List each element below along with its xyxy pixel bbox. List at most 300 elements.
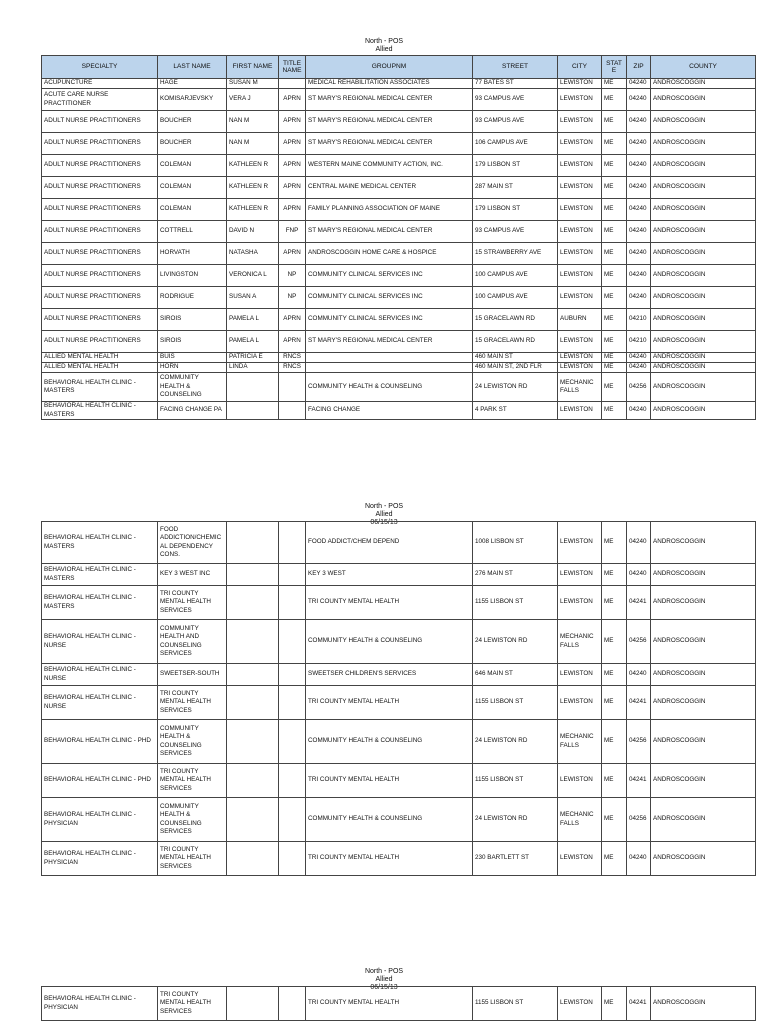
- street-cell: 230 BARTLETT ST: [473, 842, 558, 876]
- table-row: [42, 79, 756, 89]
- specialty-cell: BEHAVIORAL HEALTH CLINIC - MASTERS: [42, 564, 158, 586]
- state-cell: ME: [602, 199, 627, 221]
- county-cell: ANDROSCOGGIN: [651, 842, 756, 876]
- title-cell: APRN: [279, 199, 306, 221]
- street-cell: 460 MAIN ST, 2ND FLR: [473, 363, 558, 373]
- zip-cell: 04240: [627, 287, 651, 309]
- table-row: [42, 620, 756, 664]
- city-cell: LEWISTON: [558, 79, 602, 89]
- city-cell: LEWISTON: [558, 842, 602, 876]
- group-cell: COMMUNITY CLINICAL SERVICES INC: [306, 287, 473, 309]
- group-cell: MEDICAL REHABILITATION ASSOCIATES: [306, 79, 473, 89]
- table-row: [42, 987, 756, 1021]
- first-name-cell: NAN M: [227, 133, 279, 155]
- table-row: [42, 287, 756, 309]
- county-cell: ANDROSCOGGIN: [651, 798, 756, 842]
- specialty-cell: ADULT NURSE PRACTITIONERS: [42, 111, 158, 133]
- city-cell: LEWISTON: [558, 586, 602, 620]
- city-cell: LEWISTON: [558, 89, 602, 111]
- page-subtitle: Allied: [375, 976, 393, 983]
- group-cell: ST MARY'S REGIONAL MEDICAL CENTER: [306, 89, 473, 111]
- city-cell: LEWISTON: [558, 564, 602, 586]
- city-cell: LEWISTON: [558, 686, 602, 720]
- county-cell: ANDROSCOGGIN: [651, 111, 756, 133]
- title-cell: [279, 798, 306, 842]
- zip-cell: 04240: [627, 402, 651, 420]
- col-header: CITY: [558, 56, 602, 79]
- table-row: [42, 111, 756, 133]
- specialty-cell: ADULT NURSE PRACTITIONERS: [42, 265, 158, 287]
- city-cell: LEWISTON: [558, 987, 602, 1021]
- page-title: North - POS: [364, 38, 404, 45]
- title-cell: [279, 987, 306, 1021]
- state-cell: ME: [602, 564, 627, 586]
- city-cell: MECHANIC FALLS: [558, 620, 602, 664]
- first-name-cell: [227, 586, 279, 620]
- state-cell: ME: [602, 243, 627, 265]
- specialty-cell: ADULT NURSE PRACTITIONERS: [42, 133, 158, 155]
- state-cell: ME: [602, 842, 627, 876]
- specialty-cell: BEHAVIORAL HEALTH CLINIC - NURSE: [42, 664, 158, 686]
- state-cell: ME: [602, 720, 627, 764]
- zip-cell: 04256: [627, 620, 651, 664]
- group-cell: FAMILY PLANNING ASSOCIATION OF MAINE: [306, 199, 473, 221]
- zip-cell: 04241: [627, 764, 651, 798]
- group-cell: COMMUNITY CLINICAL SERVICES INC: [306, 265, 473, 287]
- group-cell: ST MARY'S REGIONAL MEDICAL CENTER: [306, 133, 473, 155]
- table-row: [42, 265, 756, 287]
- group-cell: CENTRAL MAINE MEDICAL CENTER: [306, 177, 473, 199]
- group-cell: ST MARY'S REGIONAL MEDICAL CENTER: [306, 111, 473, 133]
- specialty-cell: BEHAVIORAL HEALTH CLINIC - PHYSICIAN: [42, 798, 158, 842]
- street-cell: 93 CAMPUS AVE: [473, 111, 558, 133]
- city-cell: LEWISTON: [558, 221, 602, 243]
- specialty-cell: BEHAVIORAL HEALTH CLINIC - NURSE: [42, 620, 158, 664]
- specialty-cell: ACUTE CARE NURSE PRACTITIONER: [42, 89, 158, 111]
- county-cell: ANDROSCOGGIN: [651, 331, 756, 353]
- county-cell: ANDROSCOGGIN: [651, 265, 756, 287]
- first-name-cell: SUSAN M: [227, 79, 279, 89]
- col-header: SPECIALTY: [42, 56, 158, 79]
- street-cell: 1155 LISBON ST: [473, 764, 558, 798]
- group-cell: SWEETSER CHILDREN'S SERVICES: [306, 664, 473, 686]
- county-cell: ANDROSCOGGIN: [651, 363, 756, 373]
- street-cell: 646 MAIN ST: [473, 664, 558, 686]
- title-cell: [279, 720, 306, 764]
- first-name-cell: KATHLEEN R: [227, 155, 279, 177]
- state-cell: ME: [602, 221, 627, 243]
- group-cell: ANDROSCOGGIN HOME CARE & HOSPICE: [306, 243, 473, 265]
- last-name-cell: KOMISARJEVSKY: [158, 89, 227, 111]
- table-row: [42, 309, 756, 331]
- specialty-cell: BEHAVIORAL HEALTH CLINIC - PHYSICIAN: [42, 842, 158, 876]
- title-cell: APRN: [279, 89, 306, 111]
- state-cell: ME: [602, 798, 627, 842]
- street-cell: 24 LEWISTON RD: [473, 373, 558, 402]
- last-name-cell: TRI COUNTY MENTAL HEALTH SERVICES: [158, 686, 227, 720]
- last-name-cell: FOOD ADDICTION/CHEMICAL DEPENDENCY CONS.: [158, 522, 227, 564]
- first-name-cell: [227, 686, 279, 720]
- group-cell: KEY 3 WEST: [306, 564, 473, 586]
- county-cell: ANDROSCOGGIN: [651, 564, 756, 586]
- city-cell: LEWISTON: [558, 402, 602, 420]
- first-name-cell: [227, 564, 279, 586]
- title-cell: [279, 764, 306, 798]
- title-cell: [279, 664, 306, 686]
- state-cell: ME: [602, 764, 627, 798]
- zip-cell: 04240: [627, 243, 651, 265]
- group-cell: TRI COUNTY MENTAL HEALTH: [306, 987, 473, 1021]
- last-name-cell: FACING CHANGE PA: [158, 402, 227, 420]
- specialty-cell: BEHAVIORAL HEALTH CLINIC - PHYSICIAN: [42, 987, 158, 1021]
- zip-cell: 04240: [627, 564, 651, 586]
- zip-cell: 04240: [627, 199, 651, 221]
- table-row: [42, 363, 756, 373]
- group-cell: TRI COUNTY MENTAL HEALTH: [306, 764, 473, 798]
- table-row: [42, 89, 756, 111]
- title-cell: RNCS: [279, 353, 306, 363]
- city-cell: LEWISTON: [558, 331, 602, 353]
- county-cell: ANDROSCOGGIN: [651, 243, 756, 265]
- first-name-cell: KATHLEEN R: [227, 199, 279, 221]
- state-cell: ME: [602, 177, 627, 199]
- table-row: [42, 243, 756, 265]
- city-cell: LEWISTON: [558, 664, 602, 686]
- specialty-cell: ADULT NURSE PRACTITIONERS: [42, 199, 158, 221]
- state-cell: ME: [602, 620, 627, 664]
- title-cell: [279, 620, 306, 664]
- zip-cell: 04240: [627, 155, 651, 177]
- title-cell: APRN: [279, 309, 306, 331]
- table-row: [42, 664, 756, 686]
- col-header: STREET: [473, 56, 558, 79]
- county-cell: ANDROSCOGGIN: [651, 155, 756, 177]
- title-cell: FNP: [279, 221, 306, 243]
- last-name-cell: SIROIS: [158, 309, 227, 331]
- zip-cell: 04241: [627, 987, 651, 1021]
- table-row: [42, 798, 756, 842]
- first-name-cell: VERA J: [227, 89, 279, 111]
- first-name-cell: [227, 764, 279, 798]
- col-header: FIRST NAME: [227, 56, 279, 79]
- city-cell: MECHANIC FALLS: [558, 373, 602, 402]
- city-cell: LEWISTON: [558, 363, 602, 373]
- street-cell: 179 LISBON ST: [473, 199, 558, 221]
- county-cell: ANDROSCOGGIN: [651, 89, 756, 111]
- zip-cell: 04241: [627, 586, 651, 620]
- first-name-cell: [227, 720, 279, 764]
- group-cell: TRI COUNTY MENTAL HEALTH: [306, 686, 473, 720]
- title-cell: [279, 564, 306, 586]
- street-cell: 77 BATES ST: [473, 79, 558, 89]
- group-cell: TRI COUNTY MENTAL HEALTH: [306, 842, 473, 876]
- county-cell: ANDROSCOGGIN: [651, 177, 756, 199]
- last-name-cell: BOUCHER: [158, 111, 227, 133]
- state-cell: ME: [602, 402, 627, 420]
- group-cell: COMMUNITY HEALTH & COUNSELING: [306, 798, 473, 842]
- specialty-cell: BEHAVIORAL HEALTH CLINIC - PHD: [42, 720, 158, 764]
- title-cell: [279, 522, 306, 564]
- zip-cell: 04210: [627, 309, 651, 331]
- col-header: GROUPNM: [306, 56, 473, 79]
- table-row: [42, 842, 756, 876]
- title-cell: APRN: [279, 133, 306, 155]
- title-cell: [279, 79, 306, 89]
- page-subtitle: Allied: [375, 511, 393, 518]
- city-cell: MECHANIC FALLS: [558, 798, 602, 842]
- state-cell: ME: [602, 353, 627, 363]
- county-cell: ANDROSCOGGIN: [651, 987, 756, 1021]
- table-row: [42, 564, 756, 586]
- street-cell: 276 MAIN ST: [473, 564, 558, 586]
- state-cell: ME: [602, 89, 627, 111]
- table-row: [42, 522, 756, 564]
- last-name-cell: COLEMAN: [158, 177, 227, 199]
- state-cell: ME: [602, 522, 627, 564]
- street-cell: 1155 LISBON ST: [473, 987, 558, 1021]
- street-cell: 15 STRAWBERRY AVE: [473, 243, 558, 265]
- group-cell: WESTERN MAINE COMMUNITY ACTION, INC.: [306, 155, 473, 177]
- group-cell: [306, 353, 473, 363]
- col-header: TITLE NAME: [279, 56, 306, 79]
- group-cell: COMMUNITY HEALTH & COUNSELING: [306, 373, 473, 402]
- state-cell: ME: [602, 586, 627, 620]
- last-name-cell: COLEMAN: [158, 155, 227, 177]
- first-name-cell: NATASHA: [227, 243, 279, 265]
- street-cell: 287 MAIN ST: [473, 177, 558, 199]
- county-cell: ANDROSCOGGIN: [651, 373, 756, 402]
- county-cell: ANDROSCOGGIN: [651, 586, 756, 620]
- street-cell: 100 CAMPUS AVE: [473, 287, 558, 309]
- title-cell: NP: [279, 265, 306, 287]
- city-cell: AUBURN: [558, 309, 602, 331]
- table-row: [42, 133, 756, 155]
- county-cell: ANDROSCOGGIN: [651, 664, 756, 686]
- county-cell: ANDROSCOGGIN: [651, 133, 756, 155]
- table-row: [42, 199, 756, 221]
- first-name-cell: [227, 402, 279, 420]
- first-name-cell: [227, 798, 279, 842]
- city-cell: LEWISTON: [558, 243, 602, 265]
- page-subtitle: Allied: [375, 46, 393, 53]
- last-name-cell: TRI COUNTY MENTAL HEALTH SERVICES: [158, 764, 227, 798]
- title-cell: APRN: [279, 155, 306, 177]
- title-cell: APRN: [279, 243, 306, 265]
- street-cell: 24 LEWISTON RD: [473, 798, 558, 842]
- last-name-cell: HORVATH: [158, 243, 227, 265]
- street-cell: 460 MAIN ST: [473, 353, 558, 363]
- county-cell: ANDROSCOGGIN: [651, 620, 756, 664]
- state-cell: ME: [602, 309, 627, 331]
- zip-cell: 04256: [627, 373, 651, 402]
- title-cell: APRN: [279, 111, 306, 133]
- table-row: [42, 720, 756, 764]
- state-cell: ME: [602, 373, 627, 402]
- zip-cell: 04240: [627, 221, 651, 243]
- table-row: [42, 353, 756, 363]
- state-cell: ME: [602, 664, 627, 686]
- state-cell: ME: [602, 133, 627, 155]
- zip-cell: 04240: [627, 664, 651, 686]
- last-name-cell: RODRIGUE: [158, 287, 227, 309]
- zip-cell: 04256: [627, 798, 651, 842]
- state-cell: ME: [602, 265, 627, 287]
- provider-table-page-3: [41, 986, 756, 1021]
- title-cell: RNCS: [279, 363, 306, 373]
- table-row: [42, 373, 756, 402]
- county-cell: ANDROSCOGGIN: [651, 287, 756, 309]
- table-row: [42, 221, 756, 243]
- state-cell: ME: [602, 79, 627, 89]
- table-row: [42, 331, 756, 353]
- city-cell: LEWISTON: [558, 111, 602, 133]
- table-row: [42, 402, 756, 420]
- specialty-cell: ACUPUNCTURE: [42, 79, 158, 89]
- specialty-cell: ADULT NURSE PRACTITIONERS: [42, 177, 158, 199]
- state-cell: ME: [602, 287, 627, 309]
- city-cell: LEWISTON: [558, 133, 602, 155]
- specialty-cell: ALLIED MENTAL HEALTH: [42, 353, 158, 363]
- city-cell: LEWISTON: [558, 764, 602, 798]
- page-1-header: [0, 38, 768, 54]
- first-name-cell: SUSAN A: [227, 287, 279, 309]
- title-cell: APRN: [279, 331, 306, 353]
- city-cell: LEWISTON: [558, 265, 602, 287]
- title-cell: [279, 373, 306, 402]
- city-cell: MECHANIC FALLS: [558, 720, 602, 764]
- col-header: ZIP: [627, 56, 651, 79]
- first-name-cell: [227, 620, 279, 664]
- county-cell: ANDROSCOGGIN: [651, 199, 756, 221]
- specialty-cell: ALLIED MENTAL HEALTH: [42, 363, 158, 373]
- city-cell: LEWISTON: [558, 353, 602, 363]
- specialty-cell: BEHAVIORAL HEALTH CLINIC - MASTERS: [42, 402, 158, 420]
- zip-cell: 04240: [627, 177, 651, 199]
- zip-cell: 04240: [627, 79, 651, 89]
- zip-cell: 04241: [627, 686, 651, 720]
- provider-table-page-1: [41, 55, 756, 420]
- group-cell: [306, 363, 473, 373]
- county-cell: ANDROSCOGGIN: [651, 720, 756, 764]
- col-header: STATE: [602, 56, 627, 79]
- specialty-cell: BEHAVIORAL HEALTH CLINIC - MASTERS: [42, 522, 158, 564]
- last-name-cell: TRI COUNTY MENTAL HEALTH SERVICES: [158, 586, 227, 620]
- city-cell: LEWISTON: [558, 522, 602, 564]
- table-row: [42, 155, 756, 177]
- city-cell: LEWISTON: [558, 155, 602, 177]
- city-cell: LEWISTON: [558, 177, 602, 199]
- specialty-cell: ADULT NURSE PRACTITIONERS: [42, 243, 158, 265]
- last-name-cell: BOUCHER: [158, 133, 227, 155]
- zip-cell: 04240: [627, 363, 651, 373]
- city-cell: LEWISTON: [558, 287, 602, 309]
- street-cell: 15 GRACELAWN RD: [473, 309, 558, 331]
- county-cell: ANDROSCOGGIN: [651, 402, 756, 420]
- title-cell: NP: [279, 287, 306, 309]
- street-cell: 106 CAMPUS AVE: [473, 133, 558, 155]
- first-name-cell: VERONICA L: [227, 265, 279, 287]
- header-row: [42, 56, 756, 79]
- first-name-cell: [227, 987, 279, 1021]
- county-cell: ANDROSCOGGIN: [651, 522, 756, 564]
- specialty-cell: ADULT NURSE PRACTITIONERS: [42, 155, 158, 177]
- street-cell: 93 CAMPUS AVE: [473, 221, 558, 243]
- state-cell: ME: [602, 363, 627, 373]
- group-cell: ST MARY'S REGIONAL MEDICAL CENTER: [306, 221, 473, 243]
- state-cell: ME: [602, 331, 627, 353]
- state-cell: ME: [602, 155, 627, 177]
- provider-table-page-2: [41, 521, 756, 876]
- group-cell: COMMUNITY HEALTH & COUNSELING: [306, 620, 473, 664]
- street-cell: 1155 LISBON ST: [473, 586, 558, 620]
- specialty-cell: BEHAVIORAL HEALTH CLINIC - MASTERS: [42, 586, 158, 620]
- specialty-cell: ADULT NURSE PRACTITIONERS: [42, 287, 158, 309]
- first-name-cell: PAMELA L: [227, 331, 279, 353]
- first-name-cell: KATHLEEN R: [227, 177, 279, 199]
- state-cell: ME: [602, 111, 627, 133]
- last-name-cell: SWEETSER-SOUTH: [158, 664, 227, 686]
- group-cell: COMMUNITY CLINICAL SERVICES INC: [306, 309, 473, 331]
- group-cell: COMMUNITY HEALTH & COUNSELING: [306, 720, 473, 764]
- last-name-cell: HAGE: [158, 79, 227, 89]
- specialty-cell: BEHAVIORAL HEALTH CLINIC - MASTERS: [42, 373, 158, 402]
- last-name-cell: COLEMAN: [158, 199, 227, 221]
- street-cell: 4 PARK ST: [473, 402, 558, 420]
- zip-cell: 04256: [627, 720, 651, 764]
- county-cell: ANDROSCOGGIN: [651, 764, 756, 798]
- group-cell: TRI COUNTY MENTAL HEALTH: [306, 586, 473, 620]
- zip-cell: 04240: [627, 265, 651, 287]
- last-name-cell: TRI COUNTY MENTAL HEALTH SERVICES: [158, 987, 227, 1021]
- city-cell: LEWISTON: [558, 199, 602, 221]
- county-cell: ANDROSCOGGIN: [651, 353, 756, 363]
- last-name-cell: COTTRELL: [158, 221, 227, 243]
- col-header: COUNTY: [651, 56, 756, 79]
- col-header: LAST NAME: [158, 56, 227, 79]
- zip-cell: 04210: [627, 331, 651, 353]
- title-cell: [279, 842, 306, 876]
- last-name-cell: KEY 3 WEST INC: [158, 564, 227, 586]
- page-title: North - POS: [364, 968, 404, 975]
- state-cell: ME: [602, 686, 627, 720]
- last-name-cell: TRI COUNTY MENTAL HEALTH SERVICES: [158, 842, 227, 876]
- title-cell: [279, 402, 306, 420]
- last-name-cell: COMMUNITY HEALTH & COUNSELING SERVICES: [158, 720, 227, 764]
- specialty-cell: ADULT NURSE PRACTITIONERS: [42, 309, 158, 331]
- title-cell: [279, 686, 306, 720]
- last-name-cell: COMMUNITY HEALTH AND COUNSELING SERVICES: [158, 620, 227, 664]
- last-name-cell: BUIS: [158, 353, 227, 363]
- zip-cell: 04240: [627, 133, 651, 155]
- street-cell: 15 GRACELAWN RD: [473, 331, 558, 353]
- street-cell: 1008 LISBON ST: [473, 522, 558, 564]
- specialty-cell: BEHAVIORAL HEALTH CLINIC - NURSE: [42, 686, 158, 720]
- last-name-cell: HORN: [158, 363, 227, 373]
- last-name-cell: SIROIS: [158, 331, 227, 353]
- first-name-cell: PATRICIA E: [227, 353, 279, 363]
- first-name-cell: [227, 664, 279, 686]
- title-cell: [279, 586, 306, 620]
- specialty-cell: ADULT NURSE PRACTITIONERS: [42, 221, 158, 243]
- zip-cell: 04240: [627, 89, 651, 111]
- specialty-cell: ADULT NURSE PRACTITIONERS: [42, 331, 158, 353]
- last-name-cell: COMMUNITY HEALTH & COUNSELING: [158, 373, 227, 402]
- table-row: [42, 764, 756, 798]
- first-name-cell: [227, 373, 279, 402]
- group-cell: ST MARY'S REGIONAL MEDICAL CENTER: [306, 331, 473, 353]
- street-cell: 100 CAMPUS AVE: [473, 265, 558, 287]
- page-date: 06/15/13: [370, 519, 398, 526]
